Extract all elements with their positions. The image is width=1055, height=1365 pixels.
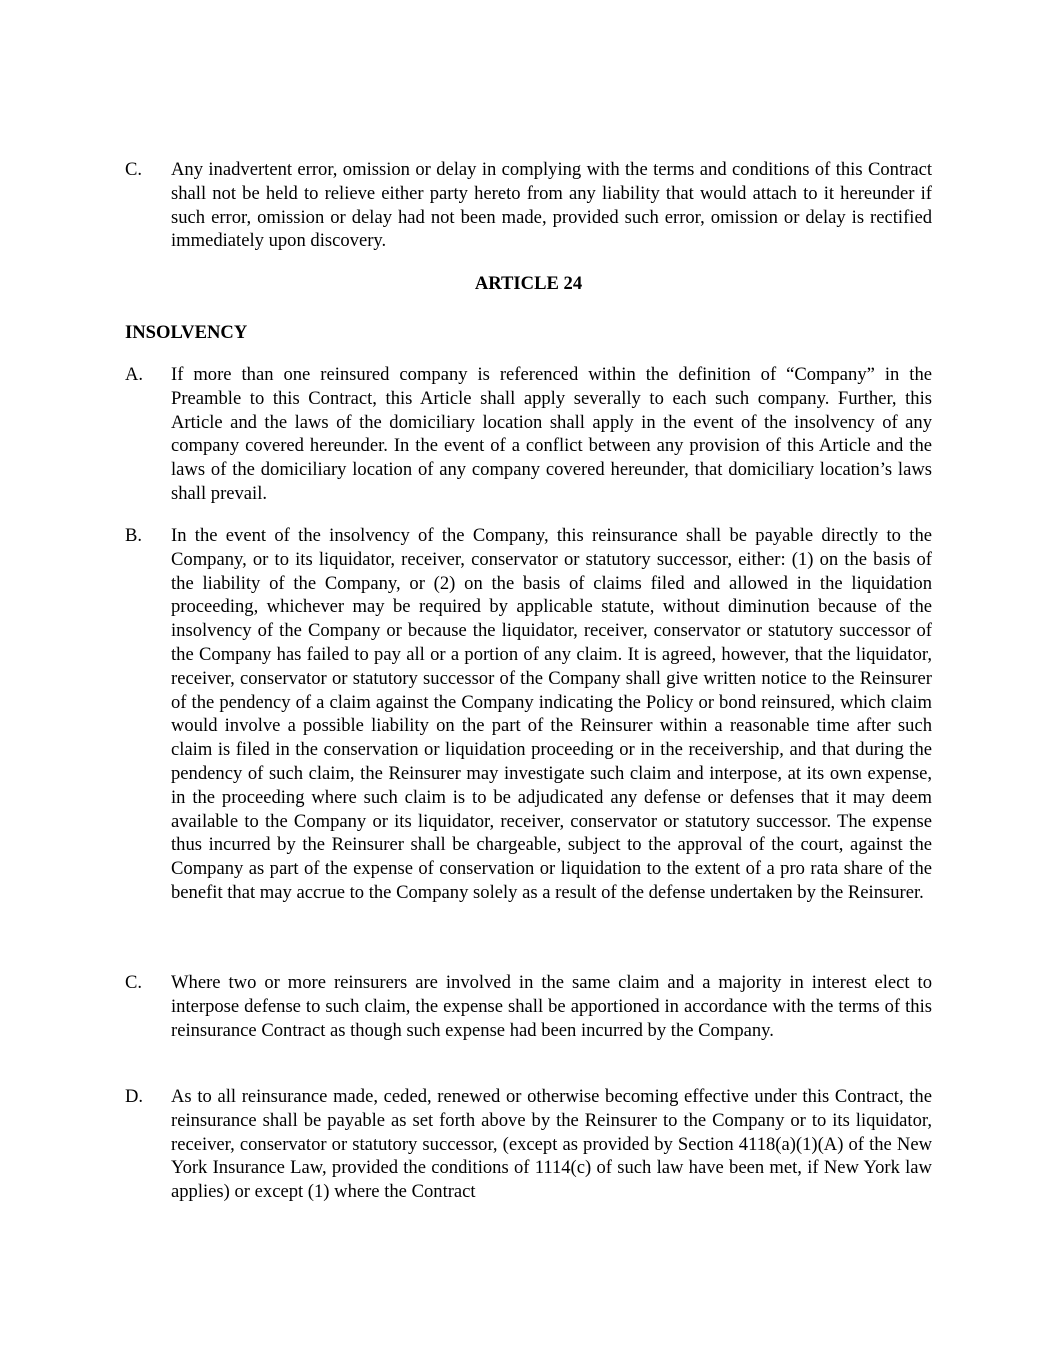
paragraph-text: If more than one reinsured company is referenced within the definition of “Company” in the Preamble to this Contract, this Article shall apply severally to each such company. Further, this Article and the laws of the domiciliary location shall apply in the event of the insolvency of any company covered hereunder. In the event of a conflict between any provision of this Article and the laws of the domiciliary location of any company covered hereunder, that domiciliary location’s laws shall prevail. — [171, 364, 932, 504]
paragraph-letter: D. — [125, 1086, 144, 1107]
article-title-heading: INSOLVENCY — [125, 322, 248, 343]
paragraph-d — [125, 1085, 932, 1204]
paragraph-text: As to all reinsurance made, ceded, renewed or otherwise becoming effective under this Contract, the reinsurance shall be payable as set forth above by the Reinsurer to the Company or to its liquidator, receiver, conservator or statutory successor, (except as provided by Section 4118(a)(1)(A) of the New York Insurance Law, provided the conditions of 1114(c) of such law have been met, if New York law applies) or except (1) where the Contract — [171, 1086, 932, 1203]
paragraph-b — [125, 524, 932, 905]
paragraph-letter: C. — [125, 972, 143, 993]
paragraph-letter: A. — [125, 364, 144, 385]
paragraph-c — [125, 971, 932, 1042]
paragraph-text: Any inadvertent error, omission or delay in complying with the terms and conditions of this Contract shall not be held to relieve either party hereto from any liability that would attach to it hereunder if such error, omission or delay had not been made, provided such error, omission or delay is rectified immediately upon discovery. — [171, 159, 932, 252]
paragraph-c-previous-article — [125, 158, 932, 253]
paragraph-text: In the event of the insolvency of the Company, this reinsurance shall be payable directly to the Company, or to its liquidator, receiver, conservator or statutory successor, either: (1) on the basis of the liability of the Company, or (2) on the basis of claims filed and allowed in the liquidation proceeding, whichever may be required by applicable statute, without diminution because of the insolvency of the Company or because the liquidator, receiver, conservator or statutory successor of the Company has failed to pay all or a portion of any claim. It is agreed, however, that the liquidator, receiver, conservator or statutory successor of the Company shall give written notice to the Reinsurer of the pendency of a claim against the Company indicating the Policy or bond reinsured, which claim would involve a possible liability on the part of the Reinsurer within a reasonable time after such claim is filed in the conservation or liquidation proceeding or in the receivership, and that during the pendency of such claim, the Reinsurer may investigate such claim and interpose, at its own expense, in the proceeding where such claim is to be adjudicated any defense or defenses that it may deem available to the Company or its liquidator, receiver, conservator or statutory successor. The expense thus incurred by the Reinsurer shall be chargeable, subject to the approval of the court, against the Company as part of the expense of conservation or liquidation to the extent of a pro rata share of the benefit that may accrue to the Company solely as a result of the defense undertaken by the Reinsurer. — [171, 525, 932, 903]
article-number-heading: ARTICLE 24 — [474, 273, 583, 294]
paragraph-letter: C. — [125, 159, 143, 180]
paragraph-letter: B. — [125, 525, 143, 546]
paragraph-text: Where two or more reinsurers are involved in the same claim and a majority in interest elect to interpose defense to such claim, the expense shall be apportioned in accordance with the terms of this reinsurance Contract as though such expense had been incurred by the Company. — [171, 972, 932, 1041]
paragraph-a — [125, 363, 932, 506]
